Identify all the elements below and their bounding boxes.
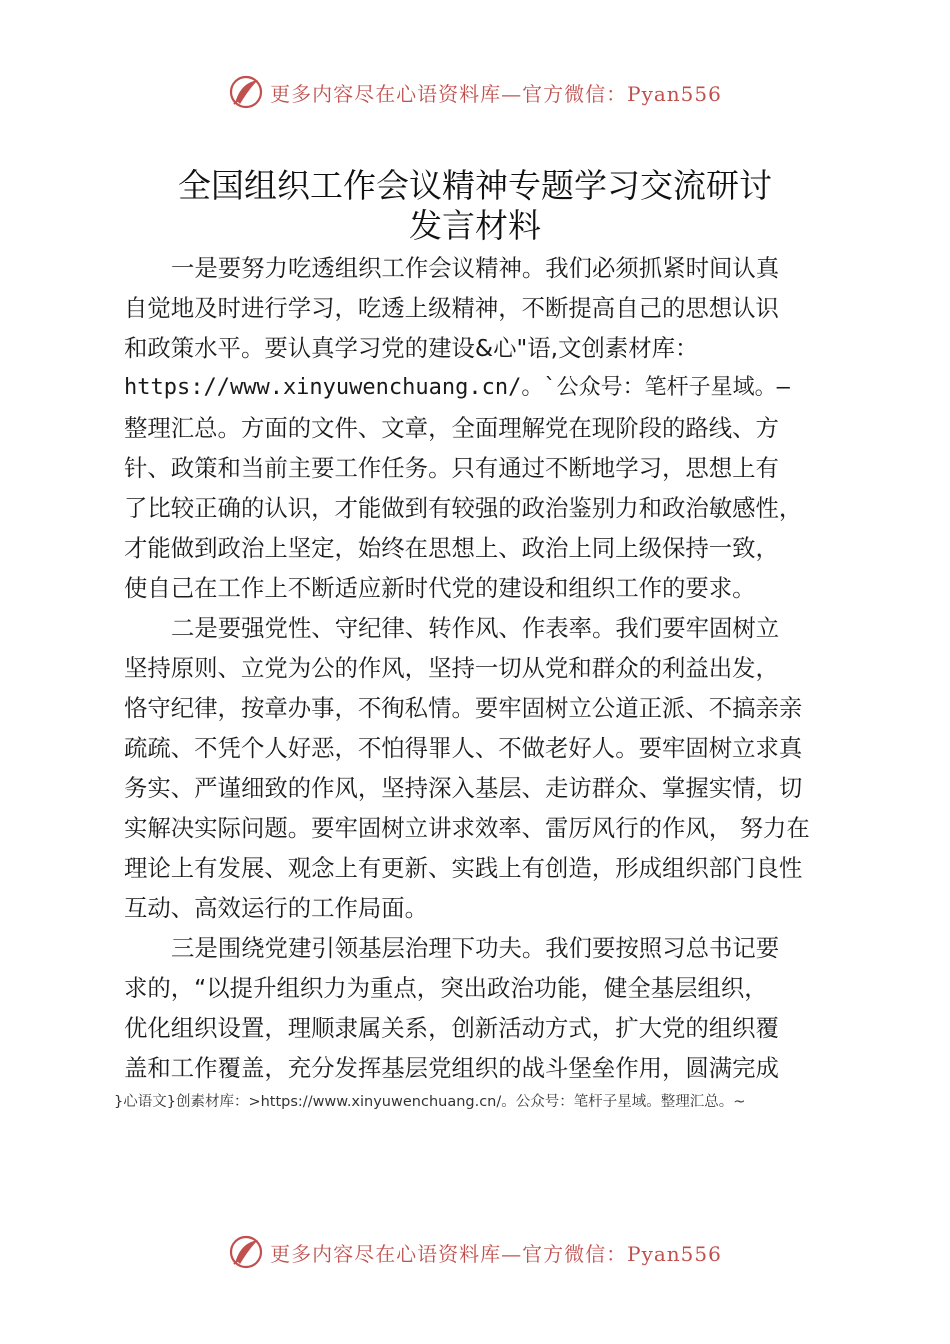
text-line: 使自己在工作上不断适应新时代党的建设和组织工作的要求。 — [124, 574, 756, 602]
text-line: 务实、严谨细致的作风，坚持深入基层、走访群众、掌握实情，切 — [124, 774, 803, 802]
footer-banner-text: 更多内容尽在心语资料库—官方微信：Pyan556 — [270, 1241, 722, 1266]
text-line: 恪守纪律，按章办事，不徇私情。要牢固树立公道正派、不搞亲亲 — [124, 694, 803, 722]
text-line: 和政策水平。要认真学习党的建设&心"语,文创素材库： — [124, 334, 699, 362]
text-line: 才能做到政治上坚定，始终在思想上、政治上同上级保持一致， — [124, 534, 779, 562]
document-title-line1: 全国组织工作会议精神专题学习交流研讨 — [178, 166, 772, 205]
text-line: 疏疏、不凭个人好恶，不怕得罪人、不做老好人。要牢固树立求真 — [124, 734, 803, 762]
text-line: 求的，“以提升组织力为重点，突出政治功能，健全基层组织， — [124, 974, 768, 1002]
brand-logo-icon — [228, 74, 264, 110]
paragraph-3 — [124, 928, 844, 1088]
paragraph-2 — [124, 608, 844, 928]
text-line: 了比较正确的认识，才能做到有较强的政治鉴别力和政治敏感性， — [124, 494, 803, 522]
document-body — [124, 248, 844, 1088]
text-line: 二是要强党性、守纪律、转作风、作表率。我们要牢固树立 — [171, 614, 780, 642]
brand-logo-icon — [228, 1234, 264, 1270]
header-banner — [0, 72, 950, 112]
footer-banner — [0, 1232, 950, 1272]
text-line: 坚持原则、立党为公的作风，坚持一切从党和群众的利益出发， — [124, 654, 779, 682]
text-line: 整理汇总。方面的文件、文章，全面理解党在现阶段的路线、方 — [124, 414, 779, 442]
text-line: 互动、高效运行的工作局面。 — [124, 894, 429, 922]
text-line: 三是围绕党建引领基层治理下功夫。我们要按照习总书记要 — [171, 934, 780, 962]
text-line: 针、政策和当前主要工作任务。只有通过不断地学习，思想上有 — [124, 454, 779, 482]
text-line: 盖和工作覆盖，充分发挥基层党组织的战斗堡垒作用，圆满完成 — [124, 1054, 779, 1082]
text-line: 优化组织设置，理顺隶属关系，创新活动方式，扩大党的组织覆 — [124, 1014, 779, 1042]
text-line: 理论上有发展、观念上有更新、实践上有创造，形成组织部门良性 — [124, 854, 803, 882]
text-line: 自觉地及时进行学习，吃透上级精神，不断提高自己的思想认识 — [124, 294, 779, 322]
header-banner-text: 更多内容尽在心语资料库—官方微信：Pyan556 — [270, 81, 722, 106]
text-line: 实解决实际问题。要牢固树立讲求效率、雷厉风行的作风， 努力在 — [124, 814, 810, 842]
document-title-line2: 发言材料 — [409, 206, 541, 245]
footnote: }心语文}创素材库：>https://www.xinyuwenchuang.cn/。公众号：笔杆子星域。整理汇总。~ — [114, 1094, 746, 1110]
text-line: https://www.xinyuwenchuang.cn/。`公众号：笔杆子星域。— — [124, 375, 790, 400]
paragraph-1 — [124, 248, 844, 608]
text-line: 一是要努力吃透组织工作会议精神。我们必须抓紧时间认真 — [171, 254, 780, 282]
